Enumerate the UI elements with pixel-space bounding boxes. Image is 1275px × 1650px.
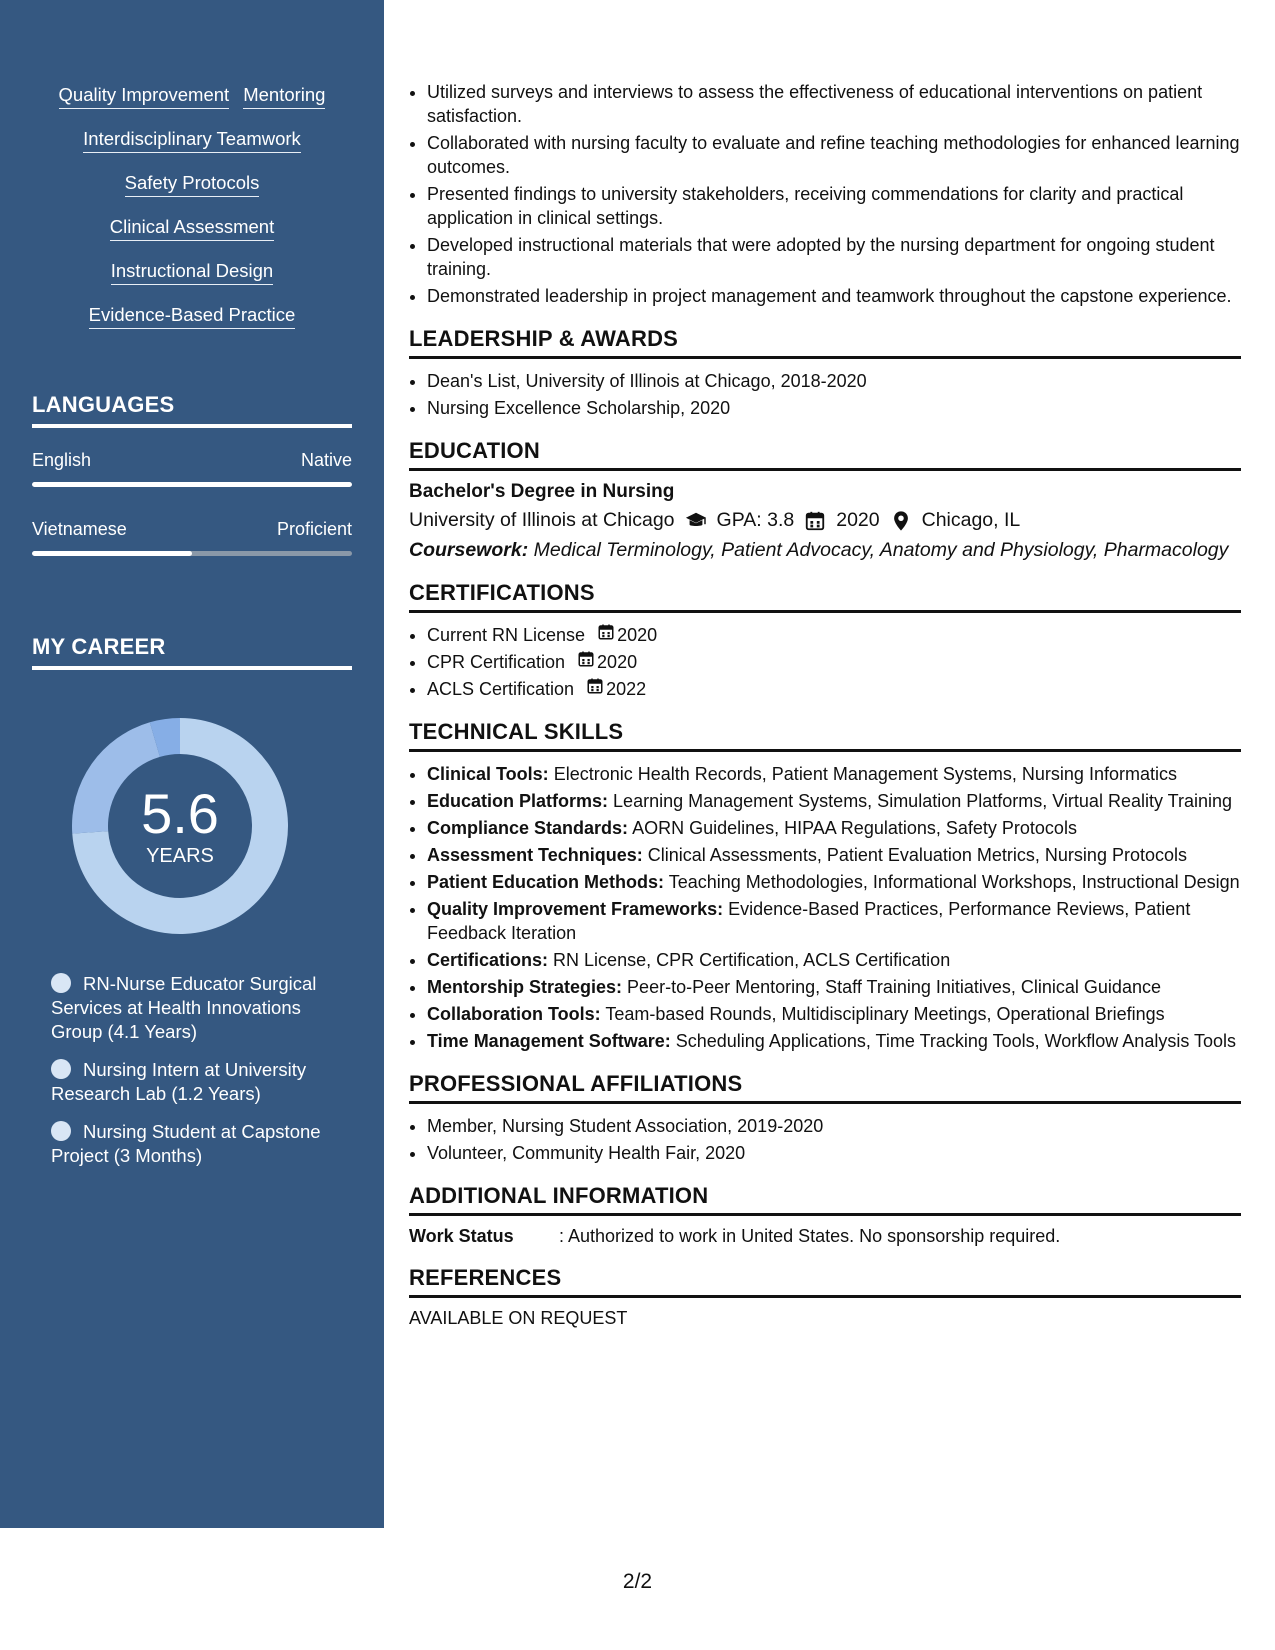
affiliations-heading: PROFESSIONAL AFFILIATIONS [409,1071,1241,1104]
language-bar-fill [32,482,352,487]
technical-skill-text: Team-based Rounds, Multidisciplinary Meetings, Operational Briefings [605,1004,1165,1024]
technical-skill-label: Patient Education Methods: [427,872,665,892]
career-item-text: Nursing Student at Capstone Project (3 Months) [51,1121,321,1166]
technical-skill-item [427,897,1241,945]
skill-row [32,172,352,197]
language-name: Vietnamese [32,519,127,539]
skill-tag: Clinical Assessment [110,216,275,241]
certification-item [427,650,1241,674]
career-dot [51,1121,71,1141]
list-item: • Nursing Excellence Scholarship, 2020 [427,396,1241,420]
technical-skill-item [427,789,1241,813]
map-pin-icon [890,510,912,532]
work-status-label: Work Status [409,1226,514,1246]
certification-year: 2020 [597,652,638,672]
certification-year: 2020 [617,625,658,645]
technical-skill-text: Scheduling Applications, Time Tracking Tools, Workflow Analysis Tools [675,1031,1237,1051]
school-name: University of Illinois at Chicago [409,509,675,531]
certification-year: 2022 [606,679,647,699]
career-total-unit: YEARS [146,844,214,867]
career-item [51,1058,341,1106]
language-row-vietnamese [32,519,352,540]
technical-skill-item [427,816,1241,840]
technical-skill-text: Electronic Health Records, Patient Management Systems, Nursing Informatics [553,764,1177,784]
technical-skills-list [409,762,1241,1053]
coursework-label: Coursework: [409,539,529,561]
coursework [409,538,1241,562]
certification-item [427,677,1241,701]
technical-skill-item [427,762,1241,786]
certification-name: ACLS Certification [427,679,575,699]
skill-tag: Mentoring [243,84,325,109]
calendar-icon [804,510,826,532]
technical-skill-text: RN License, CPR Certification, ACLS Certification [553,950,951,970]
career-item [51,1120,341,1168]
list-item: • Developed instructional materials that were adopted by the nursing department for ongoing student training. [427,233,1241,281]
technical-skill-item [427,870,1241,894]
list-item: • Demonstrated leadership in project management and teamwork throughout the capstone experience. [427,284,1241,308]
skill-row [32,216,352,241]
career-list [51,972,341,1182]
language-name: English [32,450,92,470]
career-item [51,972,341,1044]
skill-row [32,260,352,285]
references-heading: REFERENCES [409,1265,1241,1298]
technical-skill-text: AORN Guidelines, HIPAA Regulations, Safety Protocols [632,818,1077,838]
gpa: GPA: 3.8 [716,509,795,531]
leadership-heading: LEADERSHIP & AWARDS [409,326,1241,359]
list-item: • Member, Nursing Student Association, 2019-2020 [427,1114,1241,1138]
education-details [409,509,1241,532]
technical-skill-label: Education Platforms: [427,791,609,811]
technical-skill-label: Assessment Techniques: [427,845,643,865]
technical-skill-text: Teaching Methodologies, Informational Workshops, Instructional Design [668,872,1240,892]
work-status-value: : Authorized to work in United States. No sponsorship required. [559,1226,1061,1246]
certification-name: CPR Certification [427,652,566,672]
technical-skill-label: Quality Improvement Frameworks: [427,899,724,919]
technical-skill-item [427,1029,1241,1053]
technical-skills-heading: TECHNICAL SKILLS [409,719,1241,752]
references-text: AVAILABLE ON REQUEST [409,1308,628,1328]
languages-heading: LANGUAGES [32,392,352,428]
graduation-cap-icon [685,510,707,532]
calendar-icon [577,650,595,668]
language-bar-fill [32,551,192,556]
technical-skill-item [427,1002,1241,1026]
list-item: • Dean's List, University of Illinois at Chicago, 2018-2020 [427,369,1241,393]
skill-tag: Interdisciplinary Teamwork [83,128,301,153]
calendar-icon [586,677,604,695]
technical-skill-item [427,843,1241,867]
experience-bullets [409,80,1241,308]
career-item-text: RN-Nurse Educator Surgical Services at Health Innovations Group (4.1 Years) [51,973,317,1042]
skill-row [32,304,352,329]
certification-item [427,623,1241,647]
skills-list [32,84,352,348]
leadership-list [409,369,1241,420]
career-item-text: Nursing Intern at University Research Lab (1.2 Years) [51,1059,307,1104]
career-heading: MY CAREER [32,634,352,670]
skill-tag: Evidence-Based Practice [89,304,296,329]
work-status-row [409,1226,1241,1247]
technical-skill-label: Collaboration Tools: [427,1004,601,1024]
language-bar-english [32,482,352,487]
technical-skill-label: Time Management Software: [427,1031,671,1051]
skill-tag: Safety Protocols [125,172,260,197]
coursework-text: Medical Terminology, Patient Advocacy, Anatomy and Physiology, Pharmacology [533,539,1229,561]
career-dot [51,973,71,993]
list-item: • Volunteer, Community Health Fair, 2020 [427,1141,1241,1165]
main-content [409,80,1241,1329]
language-bar-vietnamese [32,551,352,556]
certifications-list [409,623,1241,701]
career-donut [66,712,294,940]
technical-skill-text: Peer-to-Peer Mentoring, Staff Training Initiatives, Clinical Guidance [627,977,1161,997]
list-item: • Utilized surveys and interviews to assess the effectiveness of educational interventions on patient satisfaction. [427,80,1241,128]
list-item: • Collaborated with nursing faculty to evaluate and refine teaching methodologies for enhanced learning outcomes. [427,131,1241,179]
affiliations-list [409,1114,1241,1165]
technical-skill-item [427,948,1241,972]
calendar-icon [597,623,615,641]
additional-info-heading: ADDITIONAL INFORMATION [409,1183,1241,1216]
technical-skill-text: Evidence-Based Practices, Performance Reviews, Patient Feedback Iteration [427,899,1191,943]
sidebar [0,0,384,1528]
technical-skill-label: Certifications: [427,950,549,970]
technical-skill-label: Mentorship Strategies: [427,977,623,997]
technical-skill-item [427,975,1241,999]
certification-name: Current RN License [427,625,586,645]
school-location: Chicago, IL [921,509,1021,531]
page-number: 2/2 [622,1570,653,1593]
career-donut-center [66,712,294,940]
skill-tag: Instructional Design [111,260,273,285]
career-dot [51,1059,71,1079]
skill-row [32,84,352,109]
language-level: Proficient [276,519,352,539]
technical-skill-label: Clinical Tools: [427,764,549,784]
career-total-years: 5.6 [141,781,219,845]
certifications-heading: CERTIFICATIONS [409,580,1241,613]
skill-tag: Quality Improvement [59,84,230,109]
education-heading: EDUCATION [409,438,1241,471]
skill-row [32,128,352,153]
language-level: Native [300,450,352,470]
technical-skill-text: Clinical Assessments, Patient Evaluation Metrics, Nursing Protocols [647,845,1187,865]
graduation-year: 2020 [836,509,880,531]
degree-title: Bachelor's Degree in Nursing [409,481,675,502]
technical-skill-text: Learning Management Systems, Simulation Platforms, Virtual Reality Training [613,791,1232,811]
list-item: • Presented findings to university stakeholders, receiving commendations for clarity and practical application in clinical settings. [427,182,1241,230]
language-row-english [32,450,352,471]
technical-skill-label: Compliance Standards: [427,818,629,838]
